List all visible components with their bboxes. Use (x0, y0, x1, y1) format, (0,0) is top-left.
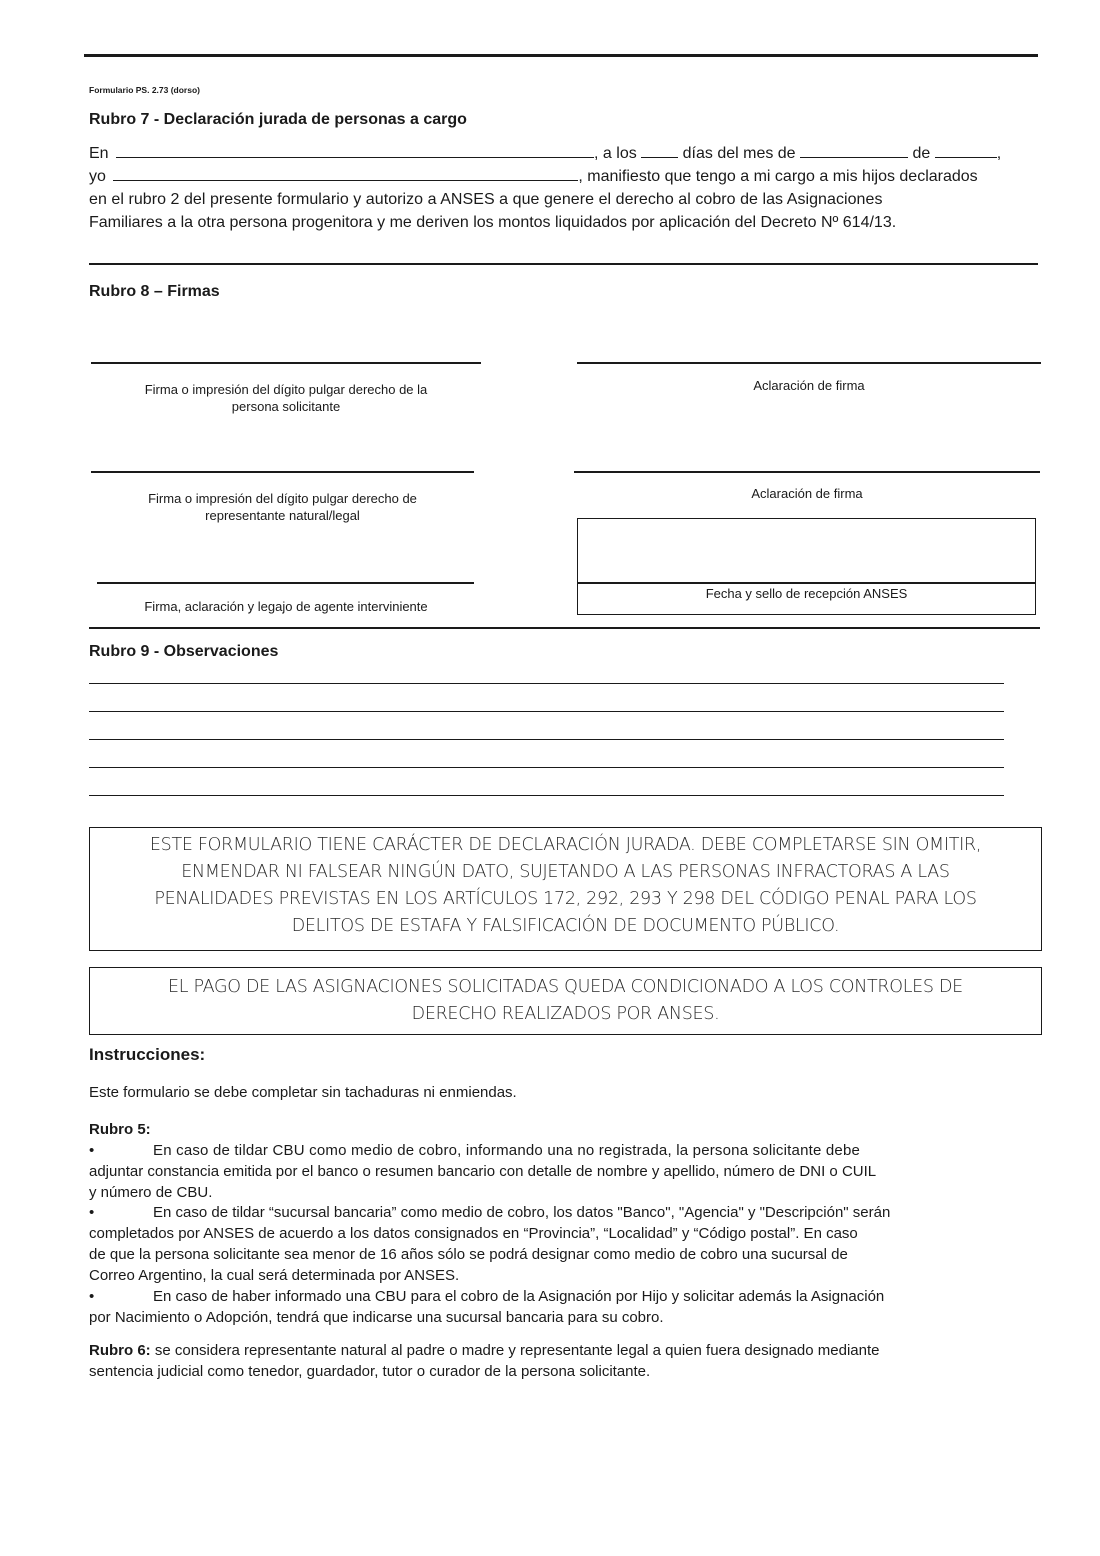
bullet-icon: • (89, 1142, 95, 1159)
rubro7-line1 (89, 142, 1049, 165)
sworn-declaration-notice: ESTE FORMULARIO TIENE CARÁCTER DE DECLARACIÓN JURADA. DEBE COMPLETARSE SIN OMITIR, ENMENDAR NI FALSEAR NINGÚN DATO, SUJETANDO A LAS PERSONAS INFRACTORAS A LAS PENALIDADES PREVISTAS EN LOS ARTÍCULOS 172, 292, 293 Y 298 DEL CÓDIGO PENAL PARA LOS DELITOS DE ESTAFA Y FALSIFICACIÓN DE DOCUMENTO PÚBLICO. (89, 827, 1042, 951)
label-dias: días del mes de (682, 145, 796, 162)
rubro5-bullet-1: • En caso de tildar CBU como medio de cobro, informando una no registrada, la persona solicitante debe adjuntar constancia emitida por el banco o resumen bancario con detalle de nombre y apellido, número de DNI o CUIL y número de CBU. (89, 1142, 877, 1201)
observation-line[interactable] (89, 767, 1004, 768)
signature-label-applicant: Firma o impresión del dígito pulgar derecho de la persona solicitante (144, 382, 428, 414)
payment-condition-notice: EL PAGO DE LAS ASIGNACIONES SOLICITADAS QUEDA CONDICIONADO A LOS CONTROLES DE DERECHO REALIZADOS POR ANSES. (89, 967, 1042, 1035)
observation-line[interactable] (89, 739, 1004, 740)
day-field[interactable] (641, 142, 678, 158)
signature-line-agent (97, 582, 474, 584)
rubro5-bullet-2: • En caso de tildar “sucursal bancaria” como medio de cobro, los datos "Banco", "Agencia" y "Descripción" serán completados por ANSES de acuerdo a los datos consignados en “Provincia”, “Localidad” y “Código postal”. En caso de que la persona solicitante sea menor de 16 años sólo se podrá designar como medio de cobro una sucursal de Correo Argentino, la cual será determinada por ANSES. (89, 1204, 891, 1284)
instructions-title: Instrucciones: (89, 1045, 206, 1064)
rubro7-line4: Familiares a la otra persona progenitora y me deriven los montos liquidados por aplicación del Decreto Nº 614/13. (89, 214, 897, 231)
signature-line-applicant (91, 362, 481, 364)
clarification-line-1 (577, 362, 1041, 364)
bullet-icon: • (89, 1204, 95, 1221)
label-en: En (89, 145, 109, 162)
rubro9-title: Rubro 9 - Observaciones (89, 643, 279, 660)
observation-line[interactable] (89, 683, 1004, 684)
clarification-line-2 (574, 471, 1040, 473)
rubro8-divider (89, 627, 1040, 629)
top-rule (84, 54, 1038, 57)
label-comma: , (996, 145, 1002, 162)
stamp-label: Fecha y sello de recepción ANSES (705, 586, 908, 601)
bullet-icon: • (89, 1288, 95, 1305)
observation-line[interactable] (89, 795, 1004, 796)
agent-label: Firma, aclaración y legajo de agente interviniente (144, 599, 428, 614)
instructions-intro: Este formulario se debe completar sin tachaduras ni enmiendas. (89, 1084, 517, 1101)
year-field[interactable] (935, 142, 997, 158)
label-a-los: , a los (594, 145, 637, 162)
clarification-label-2: Aclaración de firma (751, 486, 863, 501)
month-field[interactable] (800, 142, 908, 158)
name-field[interactable] (113, 165, 578, 181)
rubro7-title: Rubro 7 - Declaración jurada de personas a cargo (89, 111, 467, 128)
clarification-label-1: Aclaración de firma (753, 378, 865, 393)
rubro8-title: Rubro 8 – Firmas (89, 283, 220, 300)
rubro7-line3: en el rubro 2 del presente formulario y autorizo a ANSES a que genere el derecho al cobro de las Asignaciones (89, 191, 883, 208)
rubro7-line2 (89, 165, 1049, 188)
label-de: de (912, 145, 931, 162)
label-manifiesto: , manifiesto que tengo a mi cargo a mis hijos declarados (578, 168, 978, 185)
rubro5-title: Rubro 5: (89, 1121, 151, 1138)
observation-line[interactable] (89, 711, 1004, 712)
place-field[interactable] (116, 142, 594, 158)
label-yo: yo (89, 168, 106, 185)
rubro6-instruction: Rubro 6: se considera representante natural al padre o madre y representante legal a quien fuera designado mediante sentencia judicial como tenedor, guardador, tutor o curador de la persona solicitante. (89, 1342, 880, 1380)
rubro7-divider (89, 263, 1038, 265)
stamp-divider (577, 582, 1036, 584)
signature-line-representative (91, 471, 474, 473)
signature-label-representative: Firma o impresión del dígito pulgar derecho de representante natural/legal (148, 491, 417, 523)
rubro5-bullet-3: • En caso de haber informado una CBU para el cobro de la Asignación por Hijo y solicitar además la Asignación por Nacimiento o Adopción, tendrá que indicarse una sucursal bancaria para su cobro. (89, 1288, 885, 1326)
form-code: Formulario PS. 2.73 (dorso) (89, 85, 200, 95)
